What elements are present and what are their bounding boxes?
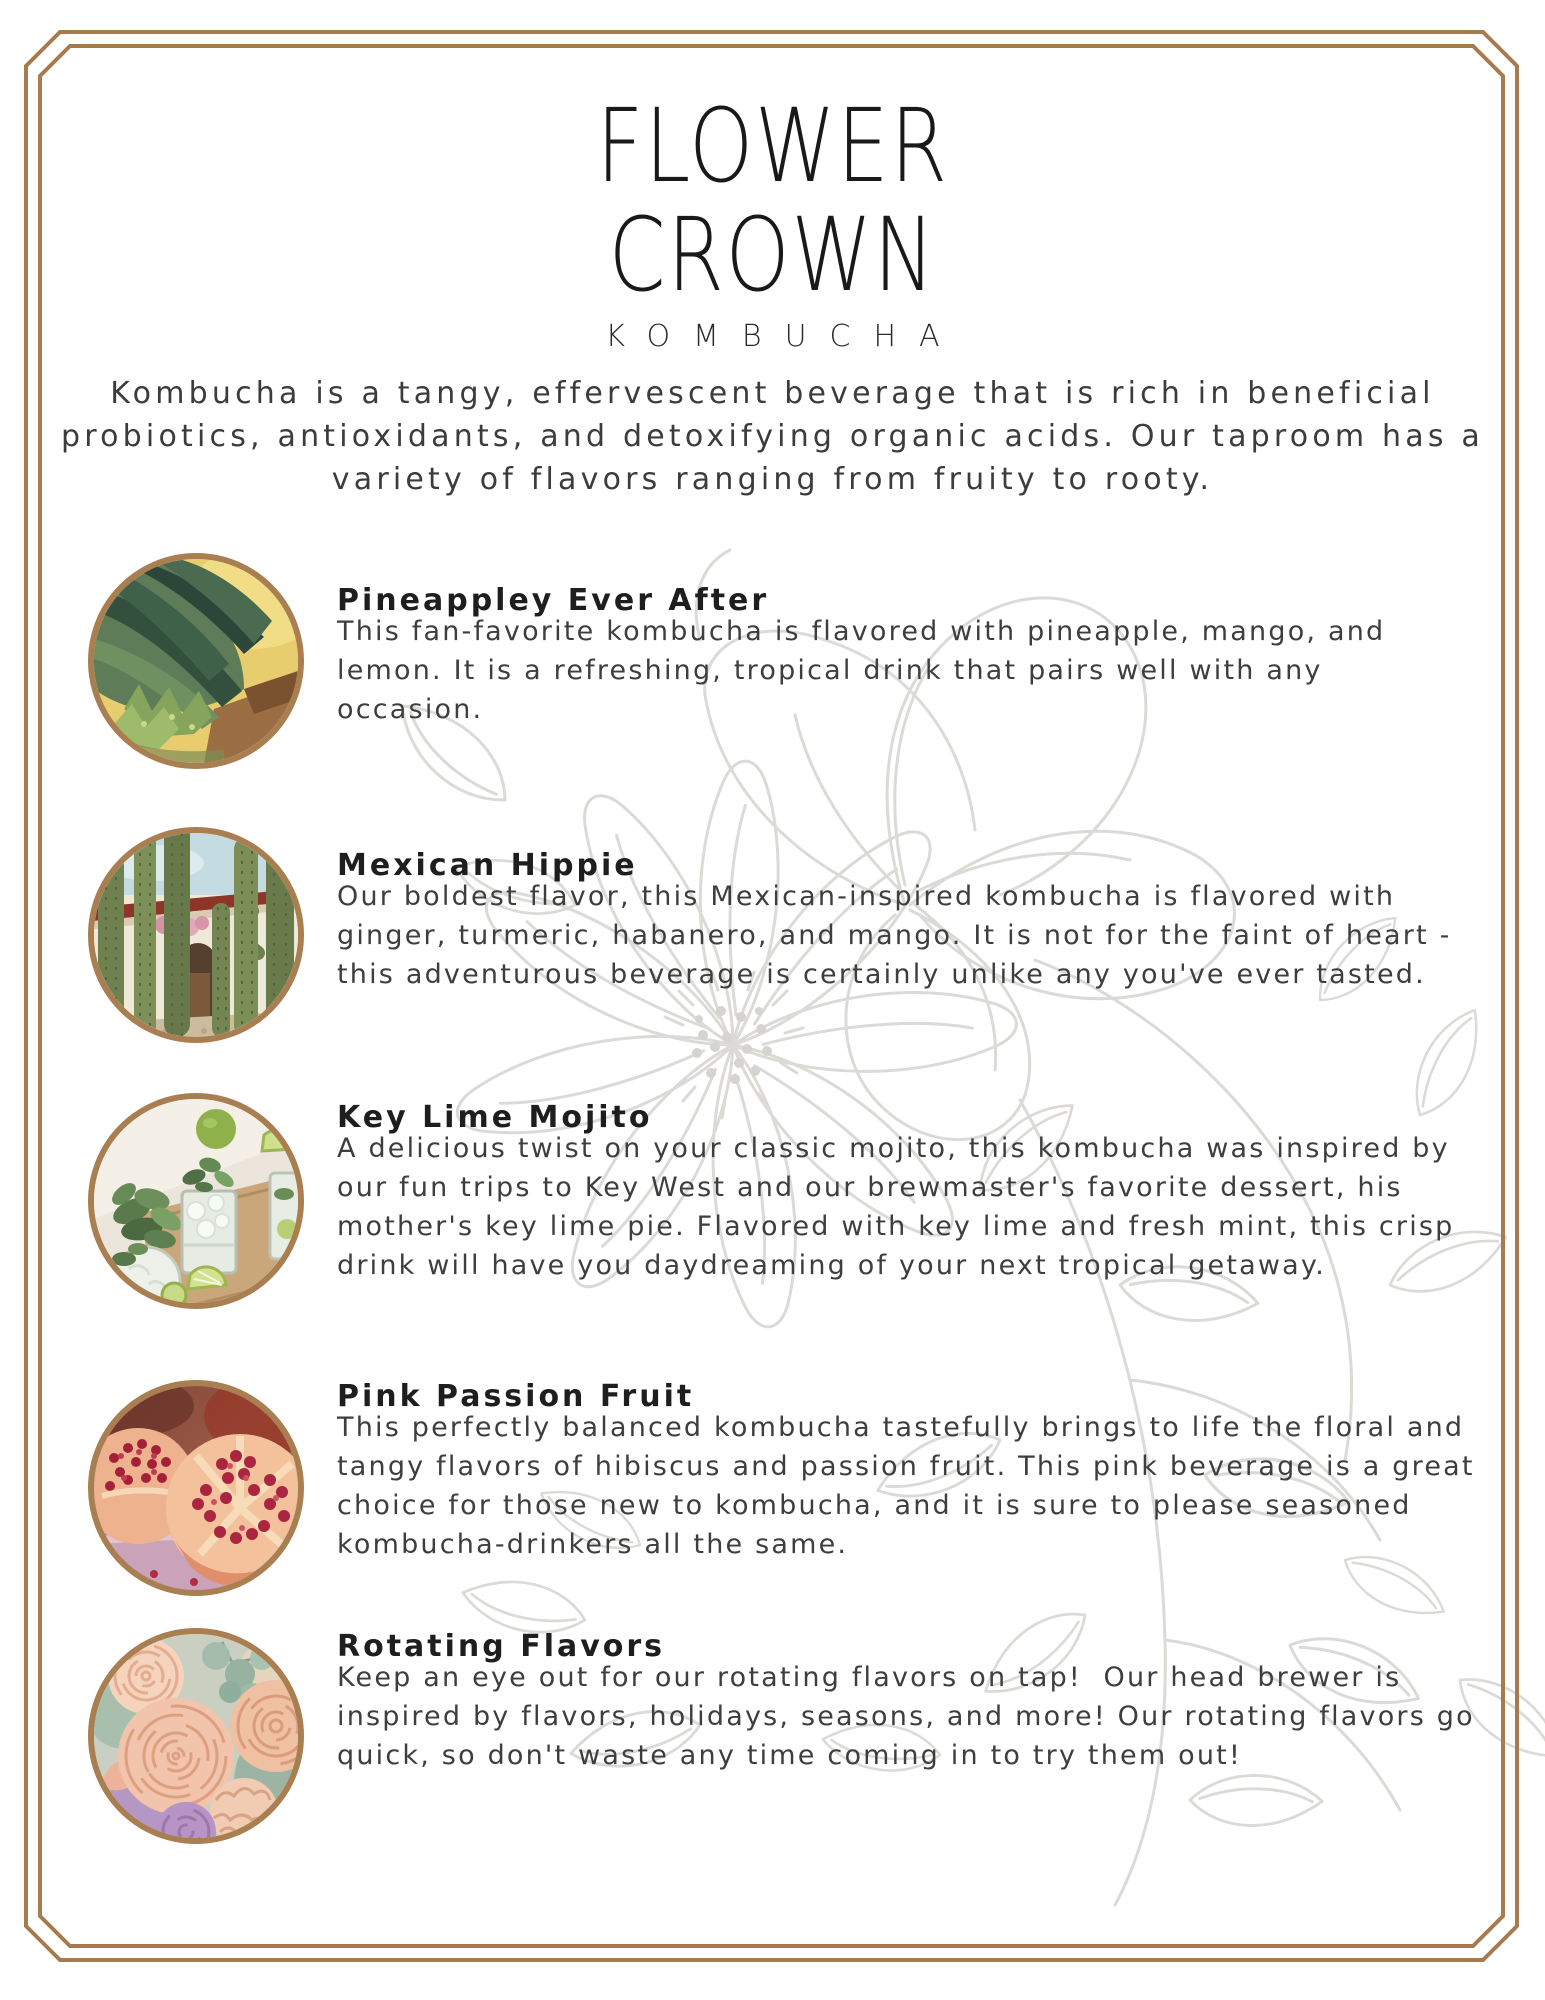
flavor-description: Our boldest flavor, this Mexican-inspired kombucha is flavored with ginger, turmeric, habanero, and mango. It is not for the faint of heart - this adventurous beverage is certainly unlike any you've ever tasted. bbox=[337, 881, 1463, 990]
flavor-title: Key Lime Mojito bbox=[337, 1100, 653, 1135]
intro-paragraph: Kombucha is a tangy, effervescent beverage that is rich in beneficial probiotics, antioxidants, and detoxifying organic acids. Our taproom has a variety of flavors ranging from fruity to rooty. bbox=[61, 376, 1484, 497]
flavor-section-pineappley-ever-after bbox=[88, 553, 1480, 769]
flavor-title: Mexican Hippie bbox=[337, 848, 638, 883]
flavor-title: Rotating Flavors bbox=[337, 1629, 666, 1664]
flavor-text bbox=[337, 584, 1479, 769]
flavor-text bbox=[337, 1101, 1479, 1309]
flavor-title: Pineappley Ever After bbox=[337, 583, 770, 618]
flavor-description: This fan-favorite kombucha is flavored with pineapple, mango, and lemon. It is a refreshing, tropical drink that pairs well with any occasion. bbox=[337, 616, 1397, 725]
pomegranate-photo bbox=[88, 1380, 304, 1596]
flavor-section-pink-passion-fruit bbox=[88, 1379, 1486, 1596]
pineapple-photo bbox=[88, 553, 304, 769]
cactus-photo bbox=[88, 827, 304, 1043]
flavor-text bbox=[337, 1379, 1486, 1596]
flavor-text bbox=[337, 849, 1479, 1043]
flavor-description: Keep an eye out for our rotating flavors on tap! Our head brewer is inspired by flavors, holidays, seasons, and more! Our rotating flavors go quick, so don't waste any time coming in to try them out! bbox=[337, 1662, 1486, 1771]
logo-subtitle: KOMBUCHA bbox=[605, 319, 963, 354]
flavor-section-mexican-hippie bbox=[88, 827, 1480, 1043]
logo-wordmark-line1: FLOWER bbox=[596, 87, 949, 206]
flavor-title: Pink Passion Fruit bbox=[337, 1379, 695, 1414]
flavor-text bbox=[337, 1629, 1486, 1844]
flavor-description: A delicious twist on your classic mojito, this kombucha was inspired by our fun trips to Key West and our brewmaster's favorite dessert, his mother's key lime pie. Flavored with key lime and fresh mint, this crisp drink will have you daydreaming of your next tropical getaway. bbox=[337, 1133, 1466, 1281]
logo-wordmark-line2: CROWN bbox=[608, 196, 937, 315]
brand-header bbox=[0, 87, 1545, 354]
flavor-section-key-lime-mojito bbox=[88, 1093, 1480, 1309]
flavor-description: This perfectly balanced kombucha tastefully brings to life the floral and tangy flavors of hibiscus and passion fruit. This pink beverage is a great choice for those new to kombucha, and it is sure to please seasoned kombucha-drinkers all the same. bbox=[337, 1412, 1486, 1560]
flowers-photo bbox=[88, 1628, 304, 1844]
mojito-photo bbox=[88, 1093, 304, 1309]
flavor-section-rotating-flavors bbox=[88, 1628, 1486, 1844]
